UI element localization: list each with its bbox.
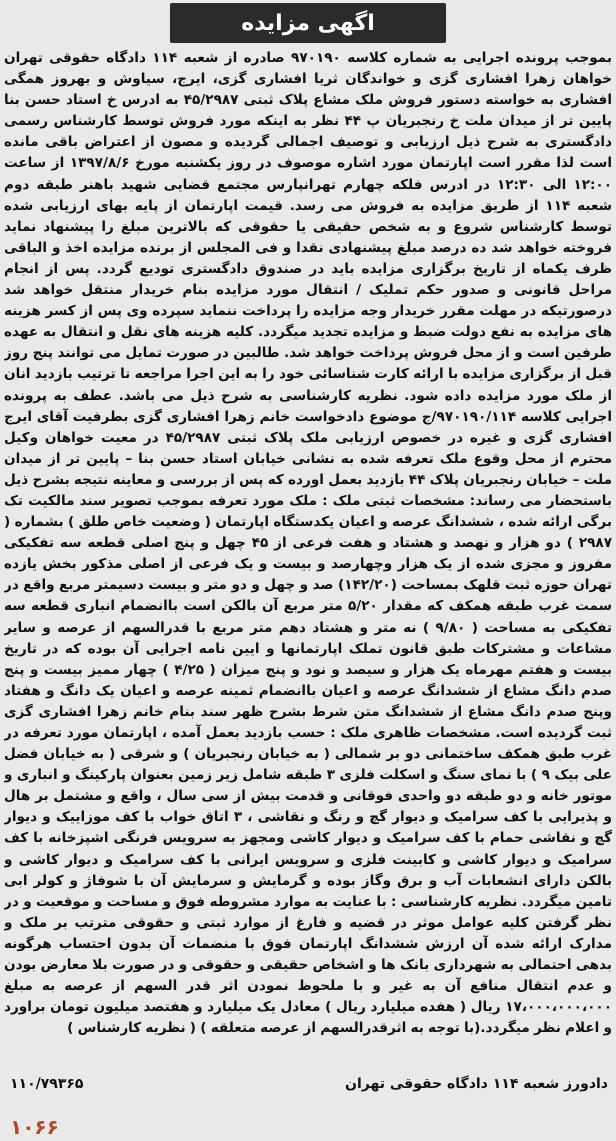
handwritten-number: ۱۰۶۶ [10,1115,59,1139]
notice-body: بموجب پرونده اجرایی به شماره کلاسه ۹۷۰۱۹۰ صادره از شعبه ۱۱۴ دادگاه حقوقی تهران خواهان زهرا افشاری گزی و خواندگان ثریا افشاری گزی، ایرج، سیاوش و بهروز همگی افشاری به خواسته دستور فروش ملک مشاع پلاک ثبتی ۴۵/۲۹۸۷ به ادرس خ استاد حسن بنا پایین تر از میدان ملت خ رنجبریان پ ۴۴ نظر به اینکه مورد فروش توسط کارشناس رسمی دادگستری به شرح ذیل ارزیابی و توصیف اجمالی گردیده و مصون از اعتراض باقی مانده است لذا مقرر است اپارتمان مورد اشاره موصوف در روز یکشنبه مورخ ۱۳۹۷/۸/۶ از ساعت ۱۲:۰۰ الی ۱۲:۳۰ در ادرس فلکه چهارم تهرانپارس مجتمع قضایی شهید باهنر طبقه دوم شعبه ۱۱۴ از طریق مزایده به فروش می رسد. قیمت اپارتمان از پایه بهای ارزیابی شده توسط کارشناس شروع و به شخص حقیقی یا حقوقی که بالاترین مبلغ را پیشنهاد نماید فروخته خواهد شد ده درصد مبلغ پیشنهادی نقدا و فی المجلس از برنده مزایده اخذ و الباقی ظرف یکماه از تاریخ برگزاری مزایده باید در صندوق دادگستری تودیع گردد. پس از انجام مراحل قانونی و صدور حکم تملیک / انتقال مورد مزایده بنام خریدار منتقل خواهد شد درصورتیکه در مهلت مقرر خریدار وجه مزایده را پرداخت ننماید سپرده وی پس از کسر هزینه های مزایده به نفع دولت ضبط و مزایده تجدید میگردد. کلیه هزینه های نقل و انتقال به عهده طرفین است و از محل فروش پرداخت خواهد شد. طالبین در صورت تمایل می توانند پنج روز قبل از برگزاری مزایده با ارائه کارت شناسائی خود را به این اجرا مراجعه تا ترتیب بازدید انان از ملک مورد مزایده داده شود. نظریه کارشناسی به شرح ذیل می باشد. عطف به پرونده اجرایی کلاسه ۹۷۰۱۹۰/۱۱۴/ج موضوع دادخواست خانم زهرا افشاری گزی بطرفیت آقای ایرج افشاری گزی و غیره در خصوص ارزیابی ملک پلاک ثبتی ۴۵/۲۹۸۷ در معیت خواهان وکیل محترم از محل وقوع ملک تعرفه شده به نشانی خیابان استاد حسن بنا – پایین تر از میدان ملت – خیابان رنجبریان پلاک ۴۴ بازدید بعمل اورده که پس از بررسی و معاینه نتیجه بشرح ذیل باستحضار می رساند: مشخصات ثبتی ملک : ملک مورد تعرفه بموجب تصویر سند مالکیت تک برگی ارائه شده ، ششدانگ عرصه و اعیان یکدستگاه اپارتمان ( وضعیت خاص طلق ) بشماره ( ۲۹۸۷ ) دو هزار و نهصد و هشتاد و هفت فرعی از ۴۵ چهل و پنج اصلی قطعه سه تفکیکی مفروز و مجزی شده از یک هزار وچهارصد و بیست و یک فرعی از اصلی مذکور بخش یازده تهران حوزه ثبت قلهک بمساحت (۱۴۲/۲۰) صد و چهل و دو متر و بیست دسیمتر مربع واقع در سمت غرب طبقه همکف که مقدار ۵/۲۰ متر مربع آن بالکن است باانضمام انباری قطعه سه تفکیکی به مساحت ( ۹/۸۰ ) نه متر و هشتاد دهم متر مربع با قدرالسهم از عرصه و سایر مشاعات و مشترکات طبق قانون تملک اپارتمانها و ایین نامه اجرایی آن بوده که در تاریخ بیست و هفتم مهرماه یک هزار و سیصد و نود و پنج میزان ( ۴/۲۵ ) چهار ممیز بیست و پنج صدم دانگ مشاع از ششدانگ عرصه و اعیان باانضمام ثمینه عرصه و اعیان یک دانگ و هفتاد وپنج صدم دانگ مشاع از ششدانگ متن شرط بشرح ظهر سند بنام خانم زهرا افشاری گزی ثبت گردیده است. مشخصات ظاهری ملک : حسب بازدید بعمل آمده ، اپارتمان مورد تعرفه در غرب طبق همکف ساختمانی دو بر شمالی ( به خیابان رنجبریان ) و شرقی ( به خیابان فضل علی بیک ۹ ) با نمای سنگ و اسکلت فلزی ۳ طبقه شامل زیر زمین بعنوان پارکینگ و انباری و موتور خانه و دو طبقه دو واحدی فوقانی و قدمت بیش از سی سال ، واقع و مشتمل بر هال و پذیرایی با کف سرامیک و دیوار گچ و رنگ و نقاشی ، ۳ اتاق خواب با کف موزاییک و دیوار گچ و نقاشی حمام با کف سرامیک و دیوار کاشی ومجهز به سرویس فرنگی اشپزخانه با کف سرامیک و دیوار کاشی و کابینت فلزی و سرویس ایرانی با کف سرامیک و دیوار کاشی و بالکن دارای انشعابات آب و برق وگاز بوده و گرمایش و سرمایش آن با شوفاژ و کولر ابی تامین میگردد. نظریه کارشناسی : با عنایت به موارد مشروطه فوق و مساحت و موقعیت و در نظر گرفتن کلیه عوامل موثر در قضیه و فارغ از موارد ثبتی و حقوقی مترتب بر ملک و مدارک ارائه شده آن ارزش ششدانگ اپارتمان فوق با منضمات آن بدون احتساب هرگونه بدهی احتمالی به شهرداری بانک ها و اشخاص حقیقی و حقوقی و در صورت بلا معارض بودن و عدم انتقال منافع آن به غیر و با ملحوظ نمودن اثر قدر السهم از عرصه به مبلغ ۱۷،۰۰۰،۰۰۰،۰۰۰ ریال ( هفده میلیارد ریال ) معادل یک میلیارد و هفتصد میلیون تومان براورد و اعلام نظر میگردد.(با توجه به اثرقدرالسهم از عرصه متعلقه ) ( نظریه کارشناس ) [4,50,612,1037]
issuer-signature: دادورز شعبه ۱۱۴ دادگاه حقوقی تهران [345,1076,608,1092]
notice-code: ۱۱۰/۷۹۳۶۵ [10,1076,84,1092]
notice-footer [4,1076,612,1092]
notice-title: اگهی مزایده [170,3,446,43]
